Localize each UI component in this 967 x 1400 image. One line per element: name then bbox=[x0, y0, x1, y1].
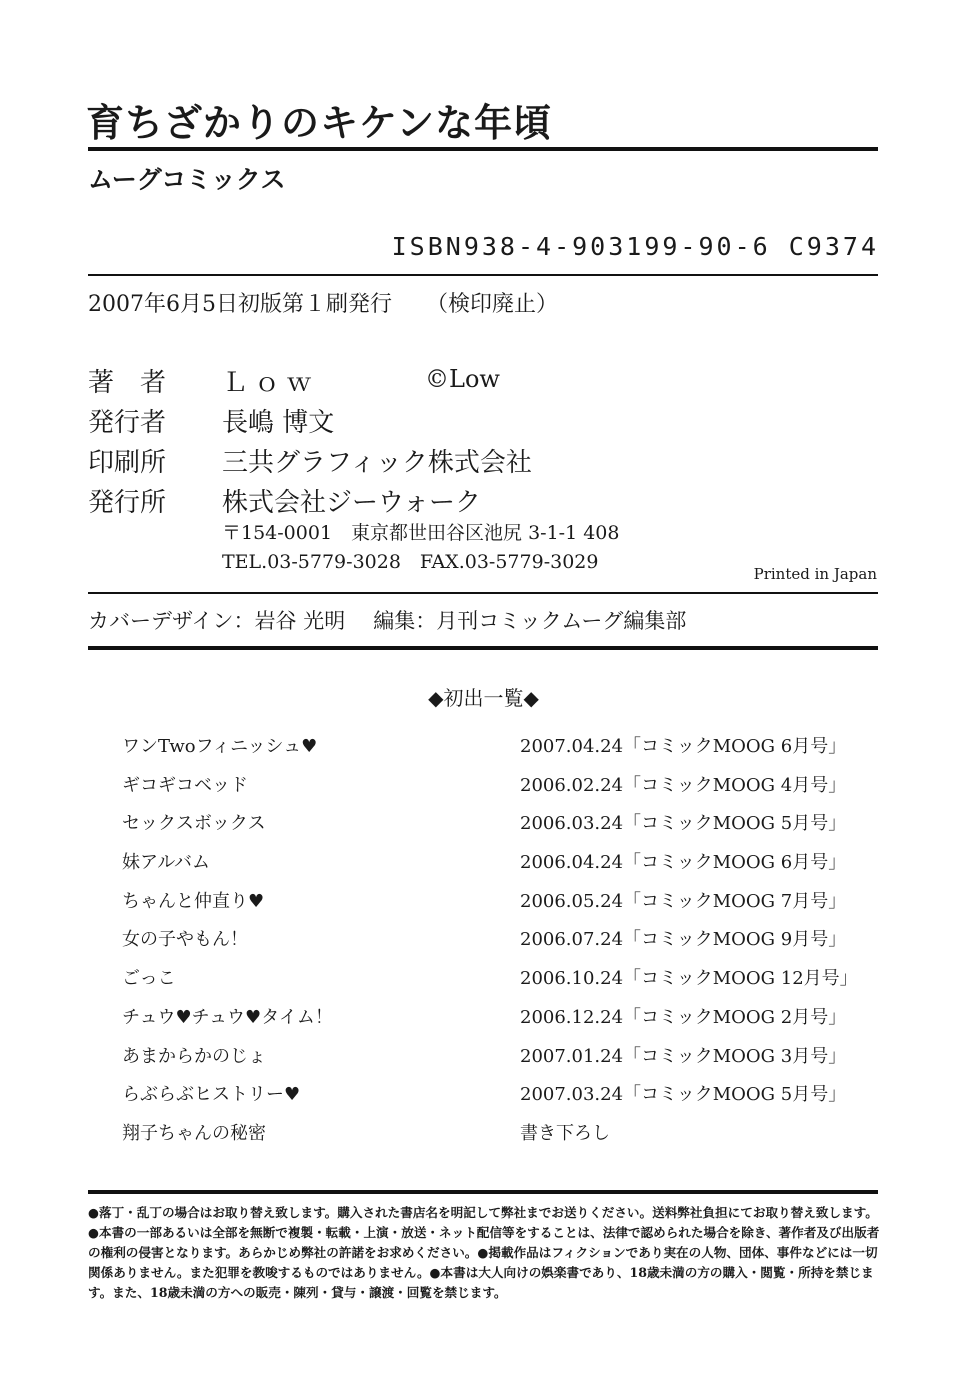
title-rule bbox=[88, 147, 878, 151]
credits-top-rule bbox=[88, 592, 878, 594]
toc-title: あまからかのじょ bbox=[122, 1045, 266, 1067]
toc-source: 書き下ろし bbox=[520, 1122, 610, 1144]
staff-key-publishing-house: 発行所 bbox=[88, 488, 167, 518]
credits-line bbox=[88, 605, 686, 635]
isbn-rule bbox=[88, 274, 878, 276]
toc-source: 2007.03.24「コミックMOOG 5月号」 bbox=[520, 1084, 847, 1106]
staff-value-publisher: 長嶋 博文 bbox=[222, 408, 335, 438]
toc-title: ごっこ bbox=[122, 968, 176, 990]
imprint-label: ムーグコミックス bbox=[88, 165, 286, 194]
toc-source: 2006.07.24「コミックMOOG 9月号」 bbox=[520, 929, 847, 951]
toc-title: 妹アルバム bbox=[122, 852, 211, 874]
toc-row bbox=[122, 964, 862, 1003]
toc-row bbox=[122, 925, 862, 964]
toc-source: 2006.05.24「コミックMOOG 7月号」 bbox=[520, 890, 847, 912]
copyright: ©Low bbox=[425, 365, 500, 393]
edition-date: 2007年6月5日初版第１刷発行 bbox=[88, 292, 392, 317]
book-title: 育ちざかりのキケンな年頃 bbox=[86, 101, 553, 145]
notice-rule bbox=[88, 1190, 878, 1194]
toc-source: 2007.04.24「コミックMOOG 6月号」 bbox=[520, 736, 847, 757]
toc-title: チュウ♥チュウ♥タイム！ bbox=[122, 1006, 333, 1028]
printed-in: Printed in Japan bbox=[753, 565, 877, 583]
toc-source: 2006.10.24「コミックMOOG 12月号」 bbox=[520, 968, 858, 990]
toc-source: 2007.01.24「コミックMOOG 3月号」 bbox=[520, 1045, 847, 1067]
toc-title: ちゃんと仲直り♥ bbox=[122, 890, 265, 912]
toc-row bbox=[122, 771, 862, 810]
toc-source: 2006.02.24「コミックMOOG 4月号」 bbox=[520, 774, 847, 796]
staff-value-author: Ｌｏｗ bbox=[222, 368, 319, 398]
stamp-note: （検印廃止） bbox=[425, 292, 558, 317]
toc-heading: ◆初出一覧◆ bbox=[428, 686, 539, 710]
toc-row bbox=[122, 1003, 862, 1042]
staff-key-author: 著 者 bbox=[88, 368, 167, 398]
toc-source: 2006.12.24「コミックMOOG 2月号」 bbox=[520, 1006, 847, 1028]
toc-source: 2006.03.24「コミックMOOG 5月号」 bbox=[520, 813, 847, 835]
toc-row bbox=[122, 1119, 862, 1158]
editor-credit: 編集：月刊コミックムーグ編集部 bbox=[373, 609, 687, 633]
toc-row bbox=[122, 887, 862, 926]
toc-title: ギコギコベッド bbox=[122, 774, 248, 796]
toc-title: セックスボックス bbox=[122, 813, 266, 835]
credits-bottom-rule bbox=[88, 646, 878, 650]
toc-title: 翔子ちゃんの秘密 bbox=[122, 1122, 266, 1144]
toc-row bbox=[122, 848, 862, 887]
edition-line bbox=[88, 287, 558, 318]
legal-notice: ●落丁・乱丁の場合はお取り替え致します。購入された書店名を明記して弊社までお送りください。送料弊社負担にてお取り替え致します。●本書の一部あるいは全部を無断で複製・転載・上演・放送・ネット配信等をすることは、法律で認められた場合を除き、著作者及び出版者の権利の侵害となります。あらかじめ弊社の許諾をお求めください。●掲載作品はフィクションであり実在の人物、団体、事件などには一切関係ありません。また犯罪を教唆するものではありません。●本書は大人向けの娯楽書であり、18歳未満の方の購入・閲覧・所持を禁じます。また、18歳未満の方への販売・陳列・貸与・譲渡・回覧を禁じます。 bbox=[88, 1205, 880, 1300]
phone-fax-line: TEL.03-5779-3028 FAX.03-5779-3029 bbox=[222, 551, 599, 573]
isbn: ISBN938-4-903199-90-6 C9374 bbox=[391, 232, 879, 261]
staff-value-printer: 三共グラフィック株式会社 bbox=[222, 448, 532, 478]
toc-source: 2006.04.24「コミックMOOG 6月号」 bbox=[520, 852, 847, 874]
toc-title: ワンTwoフィニッシュ♥ bbox=[122, 736, 318, 757]
toc-row bbox=[122, 1042, 862, 1081]
toc-row bbox=[122, 809, 862, 848]
toc-title: らぶらぶヒストリー♥ bbox=[122, 1084, 301, 1106]
address-line: 〒154-0001 東京都世田谷区池尻 3-1-1 408 bbox=[222, 522, 620, 544]
toc-list bbox=[122, 732, 862, 1158]
toc-title: 女の子やもん！ bbox=[122, 929, 248, 951]
staff-key-publisher: 発行者 bbox=[88, 408, 167, 438]
staff-value-publishing-house: 株式会社ジーウォーク bbox=[222, 488, 481, 518]
cover-design-credit: カバーデザイン：岩谷 光明 bbox=[88, 609, 346, 633]
toc-row bbox=[122, 732, 862, 771]
toc-row bbox=[122, 1080, 862, 1119]
staff-key-printer: 印刷所 bbox=[88, 448, 167, 478]
